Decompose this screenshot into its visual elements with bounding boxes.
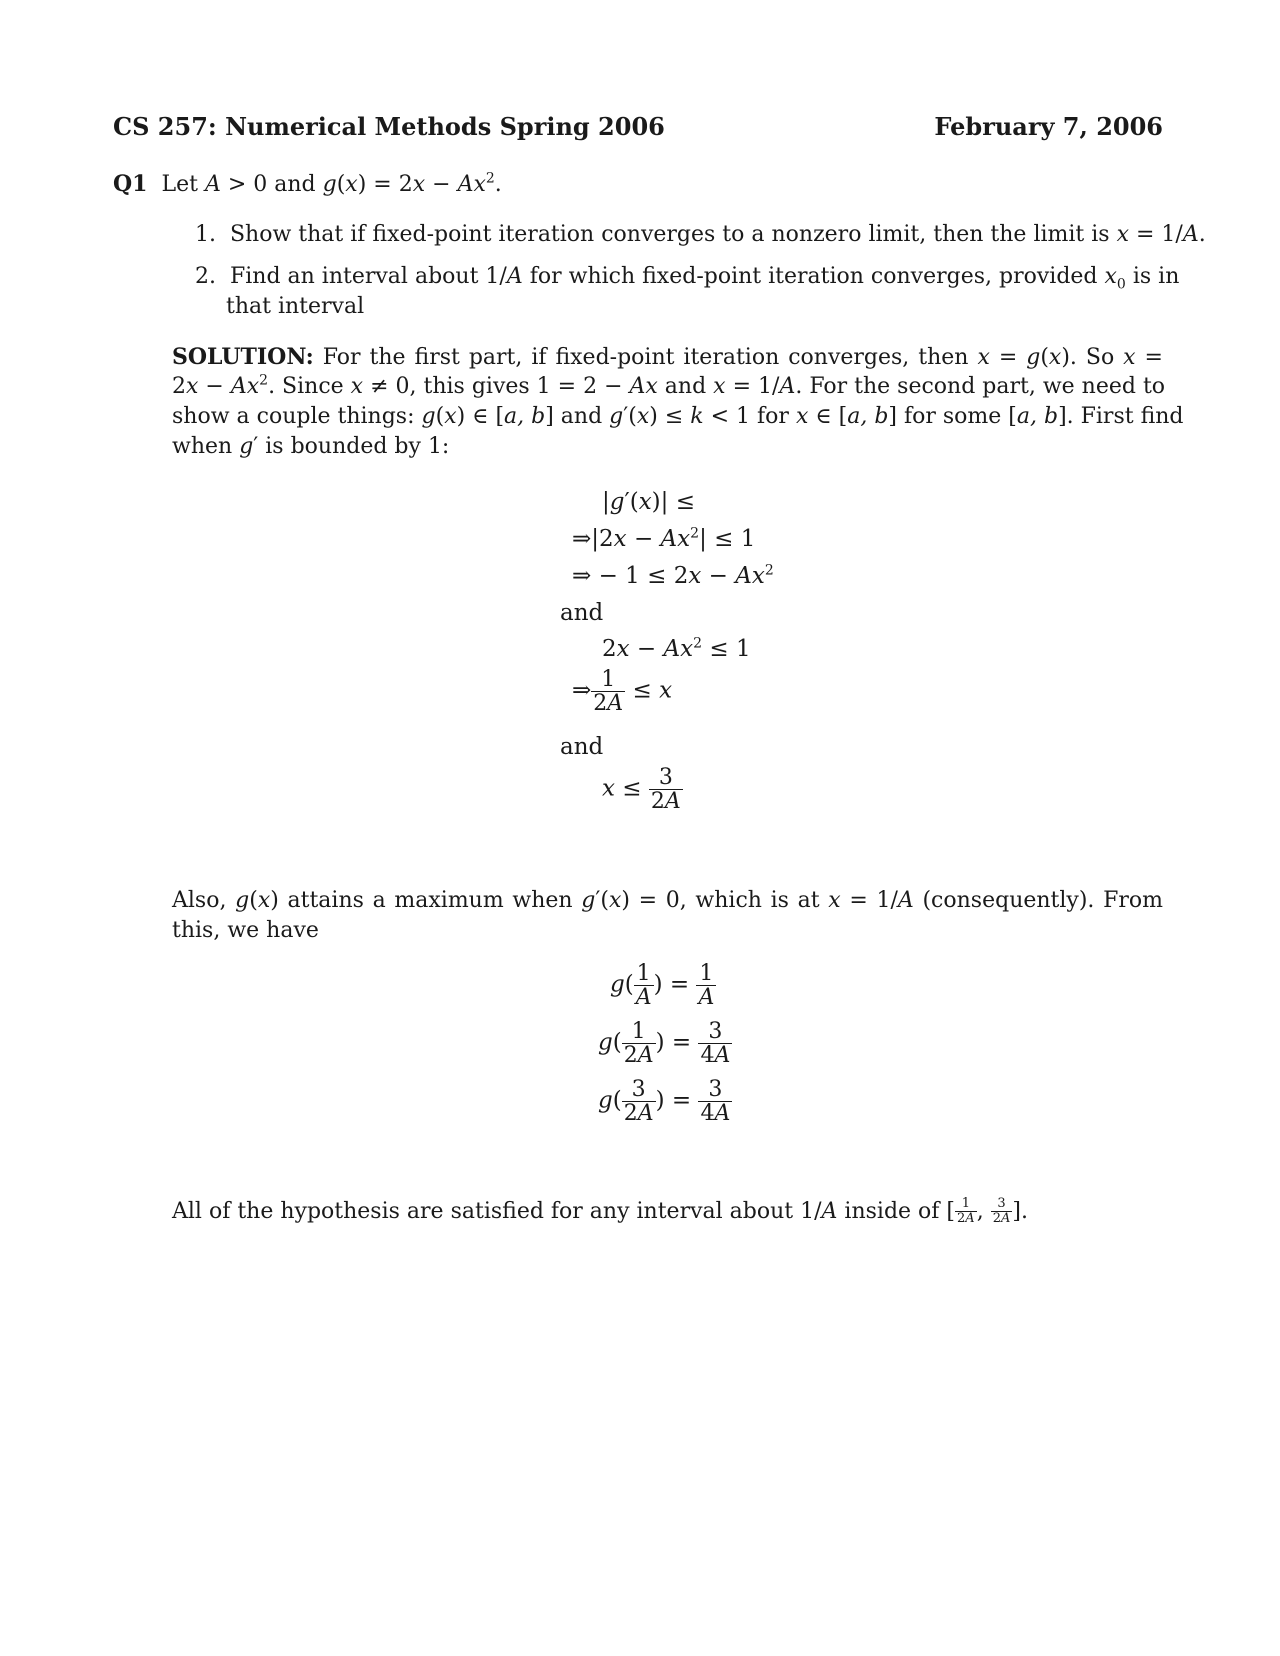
derivation-line-6: x ≤ $\frac{3}{2A}$ xyxy=(602,765,681,815)
paragraph2-line-2: this, we have xyxy=(172,918,319,943)
fraction: $\frac{3}{4A}$ xyxy=(700,1019,731,1069)
question-statement: Q1 Let A > 0 and $g(x) = 2x - Ax^2$. xyxy=(113,170,502,197)
solution-label: SOLUTION: xyxy=(172,344,314,370)
question-item-2: 2. Find an interval about 1/A for which fixed-point iteration converges, provided $x_0$ is in xyxy=(195,264,1180,293)
date: February 7, 2006 xyxy=(934,112,1163,141)
derivation-line-1: |g′(x)| ≤ xyxy=(602,489,695,515)
fraction: $\frac{3}{2A}$ xyxy=(623,1077,654,1127)
derivation-line-2: ⇒|2x − $Ax^2| \le 1$ xyxy=(572,525,756,552)
derivation-and-2: and xyxy=(560,734,604,760)
derivation-line-5: ⇒ $\frac{1}{2A}$ ≤ x xyxy=(572,667,673,717)
solution-line-2: $2x - Ax^2$. Since x ≠ 0, this gives 1 = 2 − Ax and x = 1/A. For the second part, we need to xyxy=(172,372,1166,399)
solution-line-1: SOLUTION: For the first part, if fixed-point iteration converges, then x = g(x). So x = xyxy=(172,344,1163,370)
fraction: $\frac{3}{2A}$ xyxy=(650,765,681,815)
fraction: $\frac{1}{A}$ xyxy=(635,961,652,1011)
paragraph2-line-1: Also, g(x) attains a maximum when g′(x) = 0, which is at x = 1/A (consequently). From xyxy=(172,888,1163,913)
fraction: $\frac{1}{2A}$ xyxy=(623,1019,654,1069)
fraction: $\frac{3}{2A}$ xyxy=(992,1196,1011,1226)
conclusion: All of the hypothesis are satisfied for any interval about 1/A inside of [ $\frac{1}{2A}$ , $\frac{3}{2A}$ ]. xyxy=(172,1196,1028,1226)
value-line-3: g( $\frac{3}{2A}$ ) = $\frac{3}{4A}$ xyxy=(598,1077,731,1127)
course-title: CS 257: Numerical Methods Spring 2006 xyxy=(113,112,665,141)
question-item-1: 1. Show that if fixed-point iteration converges to a nonzero limit, then the limit is x = 1/A. xyxy=(195,222,1206,247)
value-line-1: g( $\frac{1}{A}$ ) = $\frac{1}{A}$ xyxy=(610,961,715,1011)
solution-line-3: show a couple things: g(x) ∈ [a, b] and g′(x) ≤ k < 1 for x ∈ [a, b] for some [a, b]. First find xyxy=(172,404,1184,429)
fraction: $\frac{3}{4A}$ xyxy=(700,1077,731,1127)
derivation-line-4: $2x - Ax^2 \le 1$ xyxy=(602,635,751,662)
derivation-and-1: and xyxy=(560,600,604,626)
question-item-2-cont: that interval xyxy=(226,294,365,319)
fraction: $\frac{1}{2A}$ xyxy=(593,667,624,717)
fraction: $\frac{1}{A}$ xyxy=(698,961,715,1011)
fraction: $\frac{1}{2A}$ xyxy=(957,1196,975,1226)
derivation-line-3: ⇒ − $1 \le 2x - Ax^2$ xyxy=(572,562,774,589)
solution-line-4: when g′ is bounded by 1: xyxy=(172,434,450,459)
question-label: Q1 xyxy=(113,171,148,197)
value-line-2: g( $\frac{1}{2A}$ ) = $\frac{3}{4A}$ xyxy=(598,1019,731,1069)
